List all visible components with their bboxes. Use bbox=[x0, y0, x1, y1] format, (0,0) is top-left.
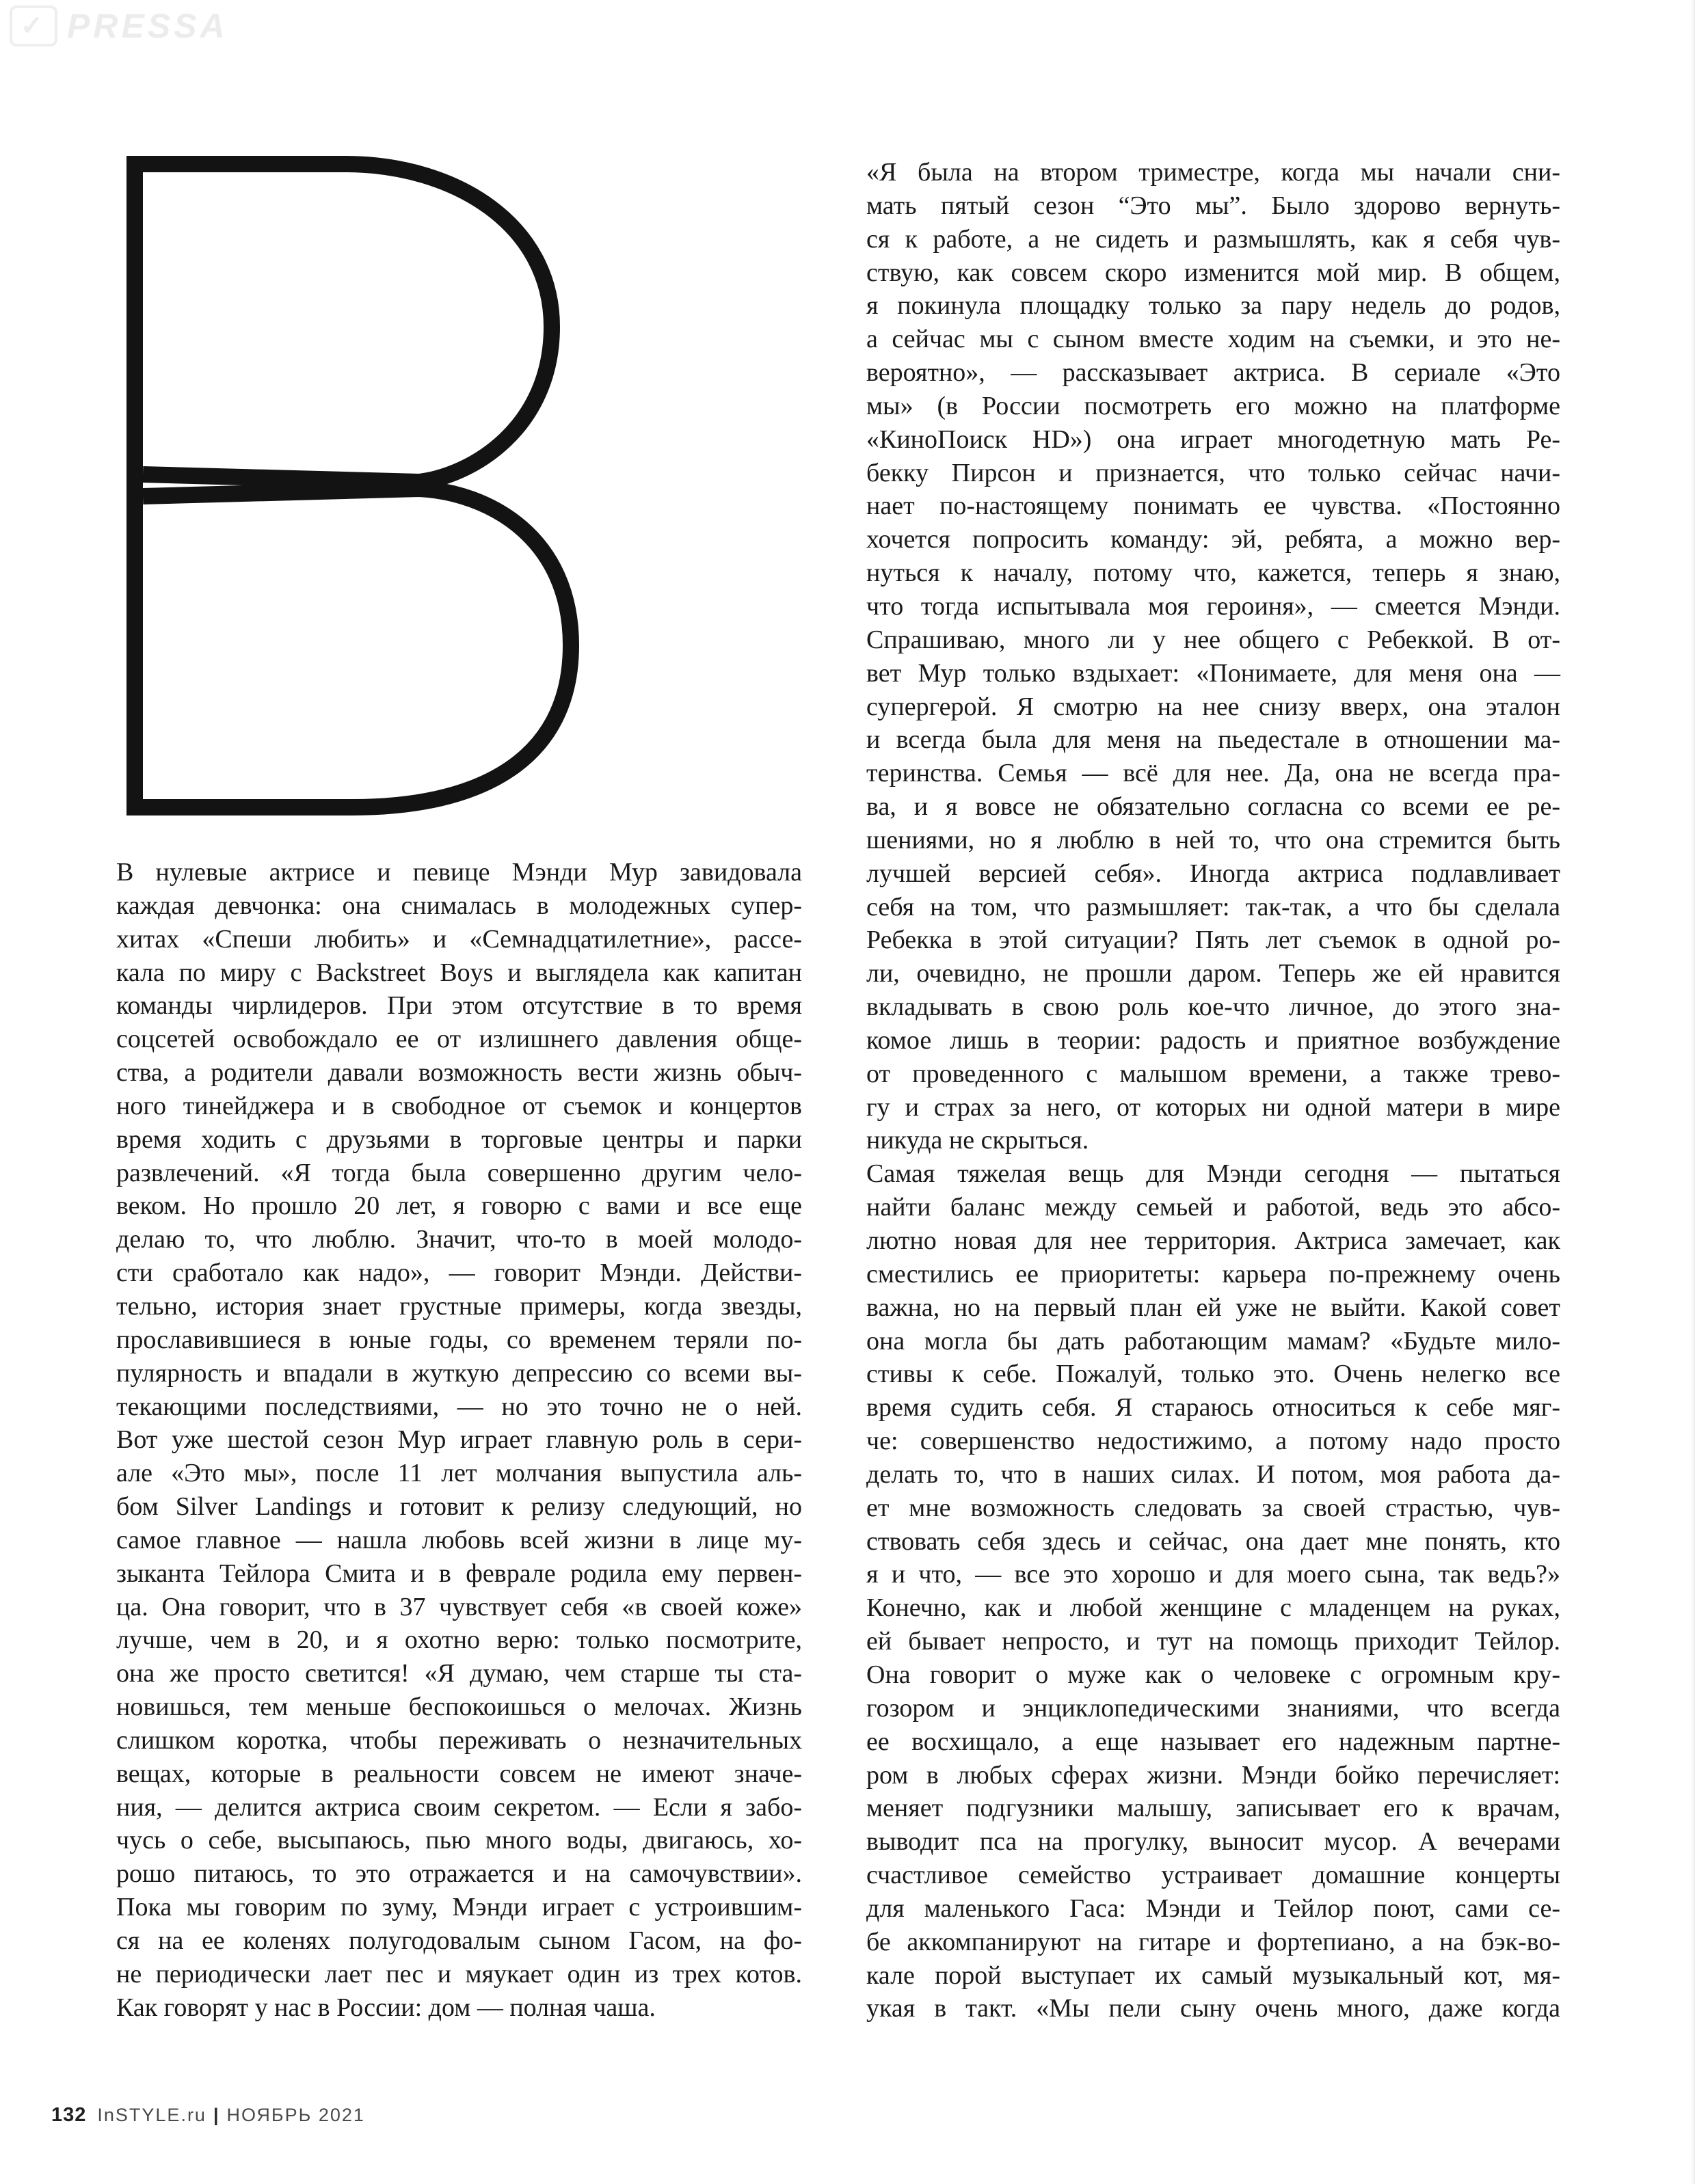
text-line: гозором и энциклопедическими знаниями, что всегда bbox=[866, 1693, 1560, 1723]
text-line: тельно, история знает грустные примеры, когда звезды, bbox=[116, 1291, 802, 1321]
text-line: нает по-настоящему понимать ее чувства. «Постоянно bbox=[866, 491, 1560, 521]
text-line: развлечений. «Я тогда была совершенно другим чело- bbox=[116, 1158, 802, 1187]
text-line: ства, а родители давали возможность вести жизнь обыч- bbox=[116, 1058, 802, 1088]
text-line: Самая тяжелая вещь для Мэнди сегодня — пытаться bbox=[866, 1159, 1560, 1189]
text-line: стивы к себе. Пожалуй, только это. Очень нелегко все bbox=[866, 1360, 1560, 1389]
pressa-watermark-icon: ✓ bbox=[10, 5, 57, 46]
text-line: она могла бы дать работающим мамам? «Будьте мило- bbox=[866, 1326, 1560, 1356]
text-line: время ходить с друзьями в торговые центры и парки bbox=[116, 1124, 802, 1154]
text-line: лютно новая для нее территория. Актриса замечает, как bbox=[866, 1226, 1560, 1255]
text-line: ния, — делится актриса своим секретом. — Если я забо- bbox=[116, 1792, 802, 1822]
text-line: сти сработало как надо», — говорит Мэнди. Действи- bbox=[116, 1258, 802, 1288]
text-line: найти баланс между семьей и работой, ведь это абсо- bbox=[866, 1193, 1560, 1222]
text-line: пулярность и впадали в жуткую депрессию со всеми вы- bbox=[116, 1358, 802, 1388]
text-line: хитах «Спеши любить» и «Семнадцатилетние», рассе- bbox=[116, 924, 802, 954]
text-line: але «Это мы», после 11 лет молчания выпустила аль- bbox=[116, 1459, 802, 1488]
text-line: комое лишь в теории: радость и приятное возбуждение bbox=[866, 1025, 1560, 1055]
brand-name: InSTYLE.ru bbox=[97, 2105, 206, 2125]
text-line: себя на том, что размышляет: так-так, а что бы сделала bbox=[866, 892, 1560, 921]
text-line: теринства. Семья — всё для нее. Да, она не всегда пра- bbox=[866, 759, 1560, 788]
text-line: выводит пса на прогулку, выносит мусор. А вечерами bbox=[866, 1827, 1560, 1857]
text-line: ва, и я вовсе не обязательно согласна со всеми ее ре- bbox=[866, 792, 1560, 822]
article-right-column bbox=[866, 156, 1560, 2025]
text-line: Она говорит о муже как о человеке с огромным кру- bbox=[866, 1660, 1560, 1689]
text-line: че: совершенство недостижимо, а потому надо просто bbox=[866, 1427, 1560, 1456]
text-line: Спрашиваю, много ли у нее общего с Ребеккой. В от- bbox=[866, 625, 1560, 654]
text-line: веком. Но прошло 20 лет, я говорю с вами и все еще bbox=[116, 1191, 802, 1221]
text-line: Вот уже шестой сезон Мур играет главную роль в сери- bbox=[116, 1425, 802, 1455]
text-line: никуда не скрыться. bbox=[866, 1126, 1089, 1155]
text-line: она же просто светится! «Я думаю, чем старше ты ста- bbox=[116, 1659, 802, 1688]
text-line: чусь о себе, высыпаюсь, пью много воды, двигаюсь, хо- bbox=[116, 1826, 802, 1855]
text-line: Пока мы говорим по зуму, Мэнди играет с устроившим- bbox=[116, 1893, 802, 1922]
text-line: супергерой. Я смотрю на нее снизу вверх, она эталон bbox=[866, 692, 1560, 721]
drop-cap-letter bbox=[126, 156, 581, 815]
text-line: соцсетей освобождало ее от излишнего давления обще- bbox=[116, 1025, 802, 1054]
text-line: гу и страх за него, от которых ни одной матери в мире bbox=[866, 1092, 1560, 1122]
text-line: ет мне возможность следовать за своей страстью, чув- bbox=[866, 1493, 1560, 1522]
text-line: ее восхищало, а еще называет его надежным партне- bbox=[866, 1727, 1560, 1756]
text-line: ся к работе, а не сидеть и размышлять, как я себя чув- bbox=[866, 224, 1560, 254]
text-line: не периодически лает пес и мяукает один из трех котов. bbox=[116, 1959, 802, 1988]
text-line: кала по миру с Backstreet Boys и выглядела как капитан bbox=[116, 958, 802, 987]
watermark-text: PRESSA bbox=[67, 7, 228, 45]
text-line: хочется попросить команду: эй, ребята, а можно вер- bbox=[866, 525, 1560, 554]
text-line: ли, очевидно, не прошли даром. Теперь же ей нравится bbox=[866, 959, 1560, 988]
text-line: вероятно», — рассказывает актриса. В сериале «Это bbox=[866, 358, 1560, 388]
text-line: укая в такт. «Мы пели сыну очень много, даже когда bbox=[866, 1994, 1560, 2023]
text-line: я и что, — все это хорошо и для моего сына, так ведь?» bbox=[866, 1560, 1560, 1589]
article-left-column bbox=[116, 856, 802, 2025]
text-line: счастливое семейство устраивает домашние концерты bbox=[866, 1861, 1560, 1890]
text-line: а сейчас мы с сыном вместе ходим на съемки, и это не- bbox=[866, 325, 1560, 354]
issue-date: НОЯБРЬ 2021 bbox=[226, 2105, 365, 2125]
text-line: кале порой выступает их самый музыкальный кот, мя- bbox=[866, 1960, 1560, 1990]
text-line: В нулевые актрисе и певице Мэнди Мур завидовала bbox=[116, 858, 802, 887]
text-line: что тогда испытывала моя героиня», — смеется Мэнди. bbox=[866, 591, 1560, 621]
text-line: и всегда была для меня на пьедестале в отношении ма- bbox=[866, 725, 1560, 755]
text-line: бом Silver Landings и готовит к релизу следующий, но bbox=[116, 1492, 802, 1522]
text-line: важна, но на первый план ей уже не выйти. Какой совет bbox=[866, 1293, 1560, 1322]
text-line: я покинула площадку только за пару недель до родов, bbox=[866, 291, 1560, 321]
pressa-watermark bbox=[10, 5, 228, 46]
text-line: новишься, тем меньше беспокоишься о мелочах. Жизнь bbox=[116, 1693, 802, 1722]
drop-cap-top-bowl bbox=[143, 164, 552, 482]
text-line: вещах, которые в реальности совсем не имеют значе- bbox=[116, 1759, 802, 1788]
text-line: самое главное — нашла любовь всей жизни в лице му- bbox=[116, 1525, 802, 1554]
text-line: зыканта Тейлора Смита и в феврале родила ему первен- bbox=[116, 1559, 802, 1588]
text-line: бе аккомпанируют на гитаре и фортепиано, а на бэк-во- bbox=[866, 1927, 1560, 1956]
text-line: ся на ее коленях полугодовалым сыном Гасом, на фо- bbox=[116, 1926, 802, 1955]
text-line: рошо питаюсь, то это отражается и на самочувствии». bbox=[116, 1859, 802, 1889]
text-line: шениями, но я люблю в ней то, что она стремится быть bbox=[866, 825, 1560, 854]
text-line: бекку Пирсон и признается, что только сейчас начи- bbox=[866, 458, 1560, 487]
text-line: вет Мур только вздыхает: «Понимаете, для меня она — bbox=[866, 658, 1560, 688]
footer-separator: | bbox=[213, 2105, 220, 2125]
text-line: от проведенного с малышом времени, а также трево- bbox=[866, 1059, 1560, 1088]
text-line: команды чирлидеров. При этом отсутствие в то время bbox=[116, 991, 802, 1021]
text-line: каждая девчонка: она снималась в молодежных супер- bbox=[116, 891, 802, 920]
text-line: текающими последствиями, — но это точно не о ней. bbox=[116, 1392, 802, 1421]
text-line: ного тинейджера и в свободное от съемок и концертов bbox=[116, 1091, 802, 1120]
text-line: Как говорят у нас в России: дом — полная чаша. bbox=[116, 1993, 656, 2022]
text-line: слишком коротка, чтобы переживать о незначительных bbox=[116, 1725, 802, 1755]
text-line: сместились ее приоритеты: карьера по-прежнему очень bbox=[866, 1259, 1560, 1289]
text-line: мать пятый сезон “Это мы”. Было здорово вернуть- bbox=[866, 191, 1560, 220]
text-line: лучше, чем в 20, и я охотно верю: только посмотрите, bbox=[116, 1626, 802, 1655]
text-line: ей бывает непросто, и тут на помощь приходит Тейлор. bbox=[866, 1627, 1560, 1656]
text-line: вкладывать в свою роль кое-что личное, до этого зна- bbox=[866, 993, 1560, 1022]
text-line: мы» (в России посмотреть его можно на платформе bbox=[866, 391, 1560, 420]
text-line: нуться к началу, потому что, кажется, теперь я знаю, bbox=[866, 558, 1560, 588]
page-number: 132 bbox=[51, 2104, 87, 2126]
text-line: ца. Она говорит, что в 37 чувствует себя «в своей коже» bbox=[116, 1592, 802, 1621]
drop-cap-bottom-bowl bbox=[143, 489, 571, 807]
text-line: делать то, что в наших силах. И потом, моя работа да- bbox=[866, 1459, 1560, 1489]
text-line: лучшей версией себя». Иногда актриса подлавливает bbox=[866, 859, 1560, 888]
text-line: Ребекка в этой ситуации? Пять лет съемок в одной ро- bbox=[866, 926, 1560, 955]
text-line: делаю то, что люблю. Значит, что-то в моей молодо- bbox=[116, 1225, 802, 1254]
text-line: меняет подгузники малышу, записывает его к врачам, bbox=[866, 1794, 1560, 1823]
page-edge-shadow bbox=[1691, 0, 1695, 2184]
text-line: для маленького Гаса: Мэнди и Тейлор поют, сами се- bbox=[866, 1893, 1560, 1923]
text-line: ствую, как совсем скоро изменится мой мир. В общем, bbox=[866, 258, 1560, 287]
text-line: время судить себя. Я стараюсь относиться к себе мяг- bbox=[866, 1393, 1560, 1423]
text-line: прославившиеся в юные годы, со временем теряли по- bbox=[116, 1325, 802, 1354]
text-line: «Я была на втором триместре, когда мы начали сни- bbox=[866, 158, 1560, 187]
text-line: «КиноПоиск HD») она играет многодетную мать Ре- bbox=[866, 424, 1560, 454]
text-line: ствовать себя здесь и сейчас, она дает мне понять, кто bbox=[866, 1526, 1560, 1556]
text-line: ром в любых сферах жизни. Мэнди бойко перечисляет: bbox=[866, 1760, 1560, 1790]
text-line: Конечно, как и любой женщине с младенцем на руках, bbox=[866, 1593, 1560, 1623]
page-footer bbox=[51, 2104, 365, 2127]
